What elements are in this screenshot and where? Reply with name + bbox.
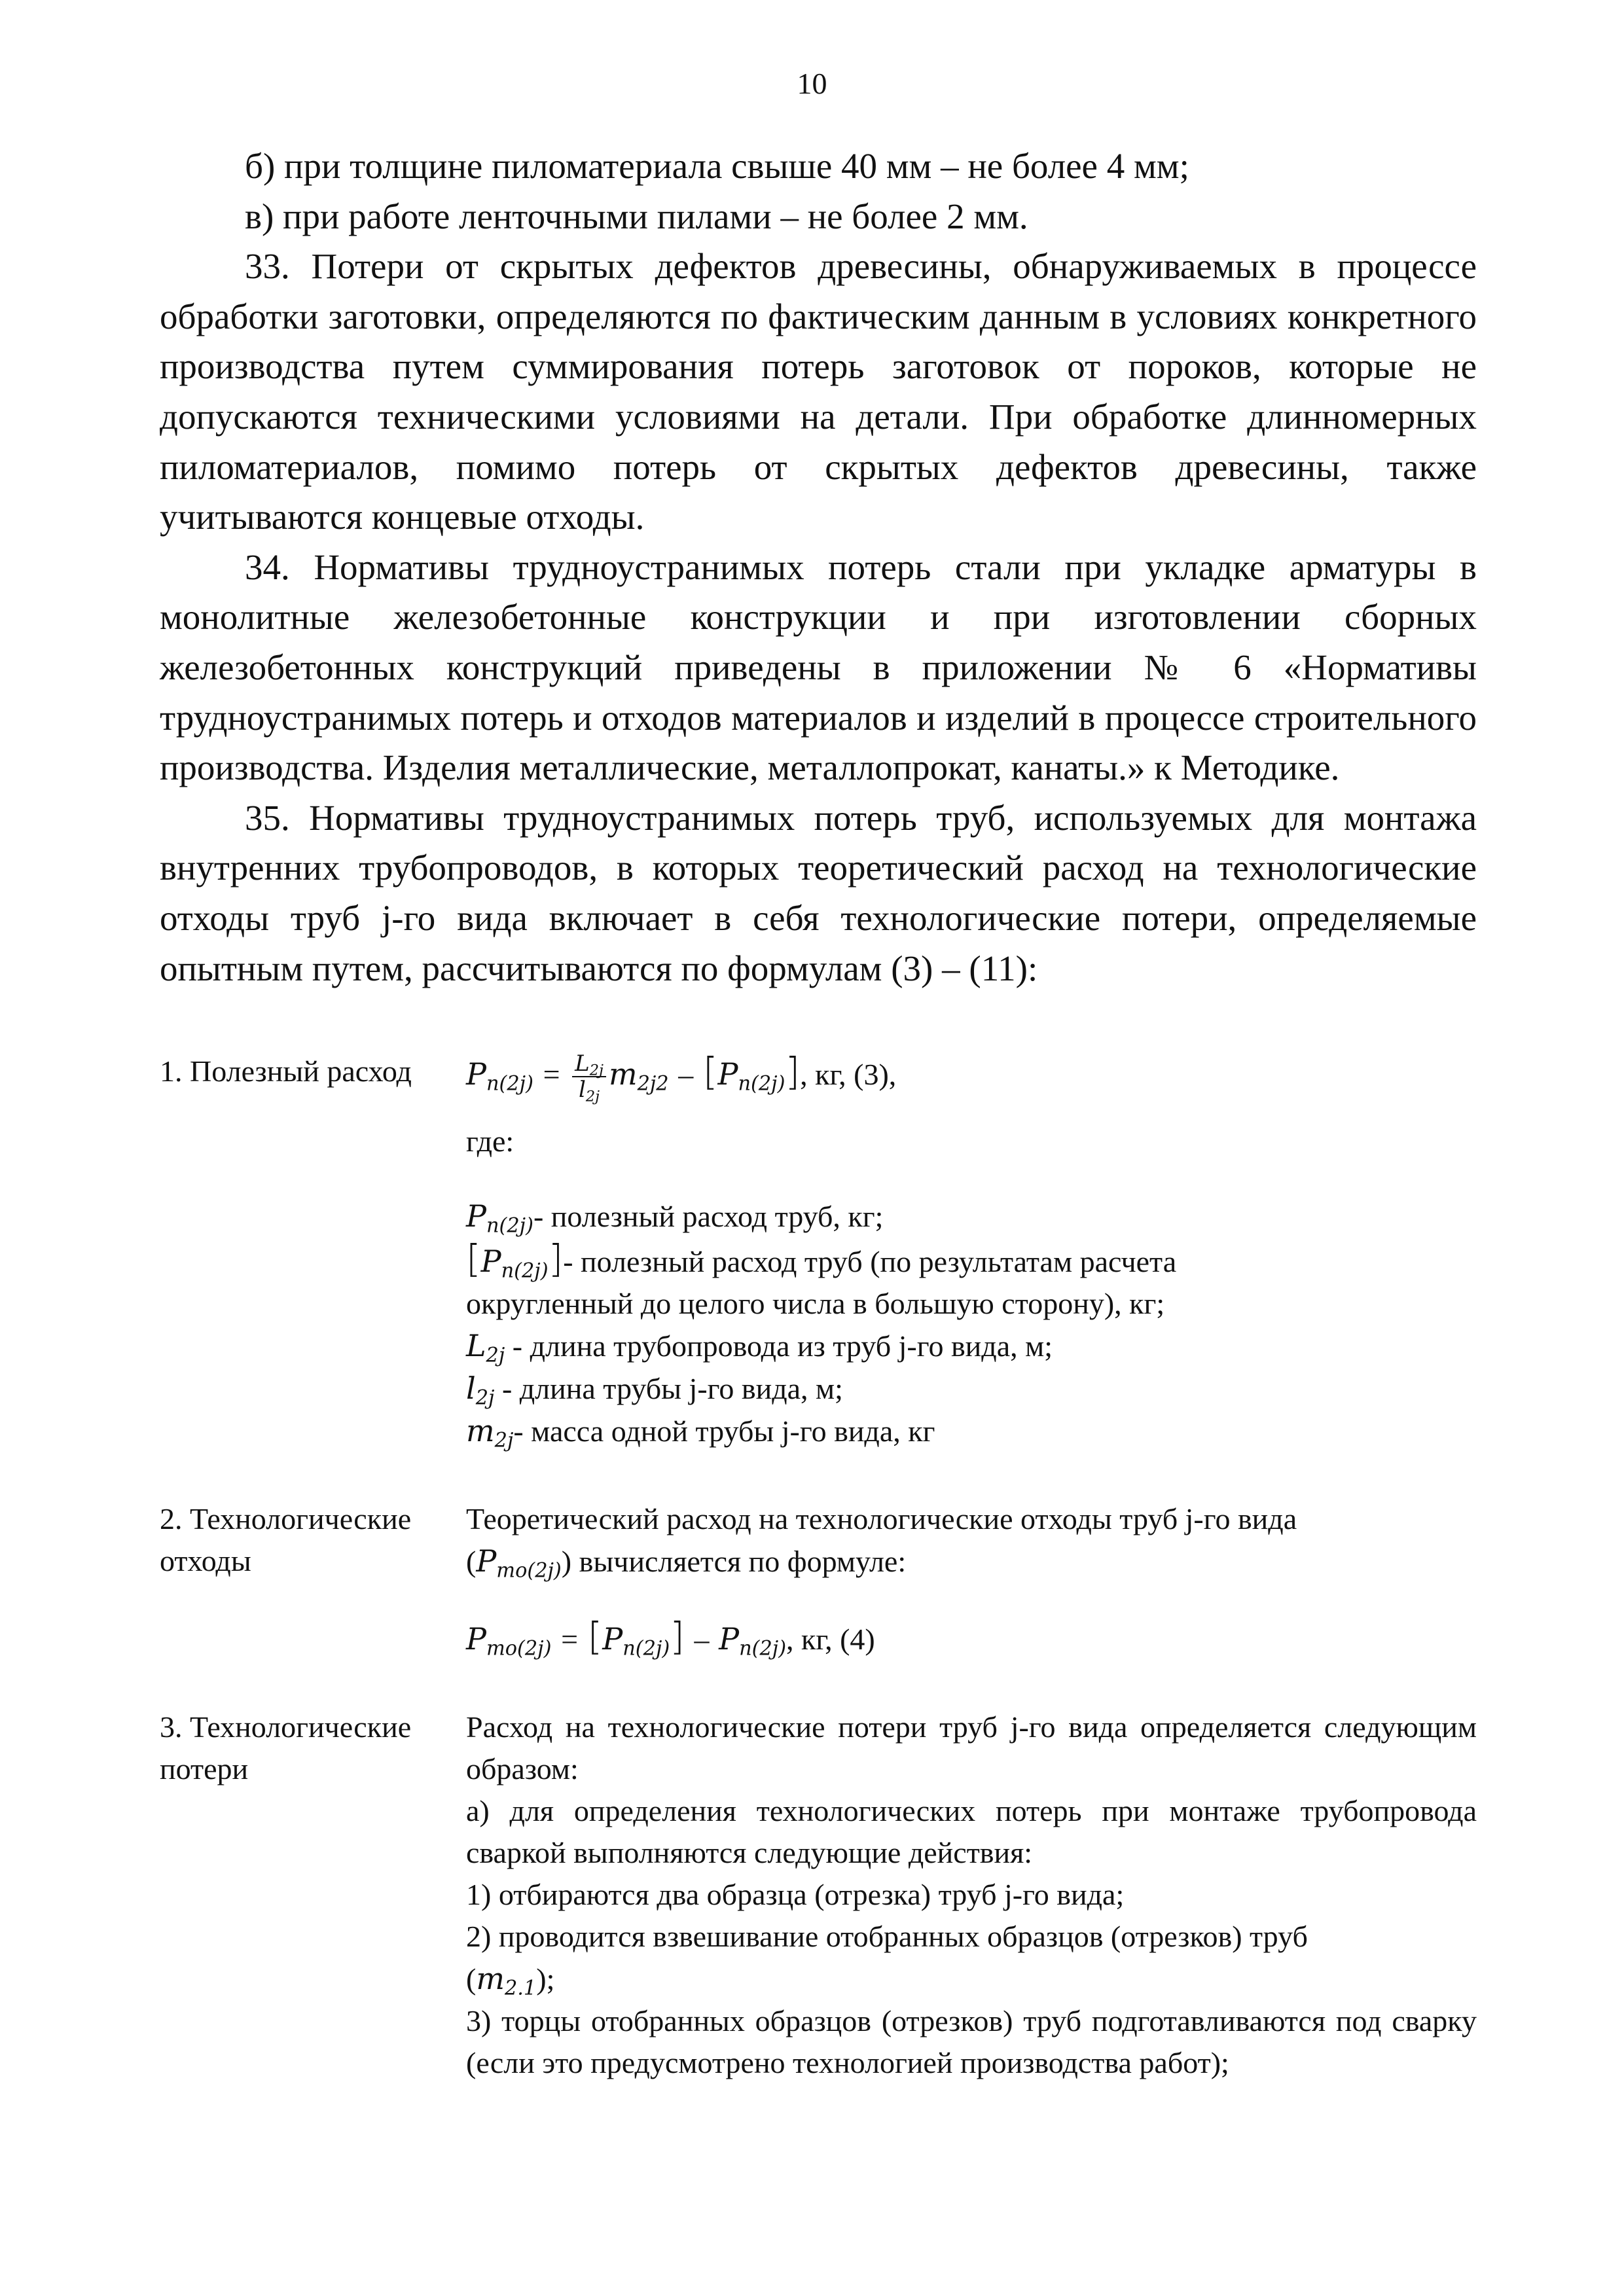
paragraph-34: 34. Нормативы трудноустранимых потерь стали при укладке арматуры в монолитные железобетонные конструкции и при изготовлении сборных железобетонных конструкций приведены в приложении № 6 «Нормативы трудноустранимых потерь и отходов материалов и изделий в процессе строительного производства. Изделия металлические, металлопрокат, канаты.» к Методике. bbox=[160, 547, 1477, 788]
row-intro: Теоретический расход на технологические отходы труб j-го вида bbox=[466, 1502, 1297, 1535]
page-number: 10 bbox=[797, 67, 827, 100]
row-label: 3. Технологические потери bbox=[160, 1710, 412, 1785]
row-intro-2: $(P_{то(2j)})$ вычисляется по формуле: bbox=[466, 1543, 907, 1583]
row-content bbox=[466, 1050, 1477, 1452]
table-row-technological-losses bbox=[160, 1706, 1477, 2084]
row-line: 1) отбираются два образца (отрезка) труб j-го вида; bbox=[466, 1878, 1125, 1911]
row-line: а) для определения технологических потерь при монтаже трубопровода сваркой выполняются следующие действия: bbox=[466, 1794, 1477, 1869]
formula-3: $P_{п(2j)}$ = $\frac{L_{2j}}{l_{2j}}$ $m_{2j2} - [P_{п(2j)}]$, кг, (3), bbox=[466, 1049, 897, 1105]
mass-symbol-line: $(m_{2.1})$; bbox=[466, 1961, 555, 2000]
row-content bbox=[466, 1706, 1477, 2084]
definition-line: $l_{2j}$ - длина трубы j-го вида, м; bbox=[466, 1371, 843, 1410]
paragraph-33: 33. Потери от скрытых дефектов древесины, обнаруживаемых в процессе обработки заготовки, определяются по фактическим данным в условиях конкретного производства путем суммирования потерь заготовок от пороков, которые не допускаются техническими условиями на детали. При обработке длинномерных пиломатериалов, помимо потерь от скрытых дефектов древесины, также учитываются концевые отходы. bbox=[160, 246, 1477, 537]
paragraph-v: в) при работе ленточными пилами – не более 2 мм. bbox=[245, 196, 1028, 236]
definition-line: $m_{2j}-$ масса одной трубы j-го вида, кг bbox=[466, 1413, 935, 1452]
definition-line: $[P_{п(2j)}]-$ полезный расход труб (по результатам расчета bbox=[466, 1236, 1177, 1283]
where-label: где: bbox=[466, 1124, 514, 1158]
table-row-technological-waste bbox=[160, 1498, 1477, 1660]
table-row-useful-consumption bbox=[160, 1050, 1477, 1452]
row-line: 3) торцы отобранных образцов (отрезков) труб подготавливаются под сварку (если это предусмотрено технологией производства работ); bbox=[466, 2004, 1477, 2079]
row-line: Расход на технологические потери труб j-го вида определяется следующим образом: bbox=[466, 1710, 1477, 1785]
definition-line: $P_{п(2j)}-$ полезный расход труб, кг; bbox=[466, 1198, 884, 1238]
definition-line: $L_{2j}$ - длина трубопровода из труб j-го вида, м; bbox=[466, 1328, 1053, 1367]
paragraph-35: 35. Нормативы трудноустранимых потерь труб, используемых для монтажа внутренних трубопроводов, в которых теоретический расход на технологические отходы труб j-го вида включает в себя технологические потери, определяемые опытным путем, рассчитываются по формулам (3) – (11): bbox=[160, 797, 1477, 988]
body-text bbox=[160, 141, 1477, 994]
definition-line: округленный до целого числа в большую сторону), кг; bbox=[466, 1287, 1165, 1320]
formula-table bbox=[160, 1050, 1477, 2084]
row-line: 2) проводится взвешивание отобранных образцов (отрезков) труб bbox=[466, 1920, 1308, 1953]
formula-4: $P_{то(2j)} = [P_{п(2j)}] - P_{п(2j)}$, кг, (4) bbox=[466, 1614, 875, 1660]
fraction: $\frac{L_{2j}}{l_{2j}}$ bbox=[572, 1051, 606, 1102]
row-label: 2. Технологические отходы bbox=[160, 1502, 412, 1577]
row-content bbox=[466, 1498, 1477, 1660]
row-label: 1. Полезный расход bbox=[160, 1054, 412, 1088]
paragraph-b: б) при толщине пиломатериала свыше 40 мм – не более 4 мм; bbox=[245, 146, 1189, 186]
